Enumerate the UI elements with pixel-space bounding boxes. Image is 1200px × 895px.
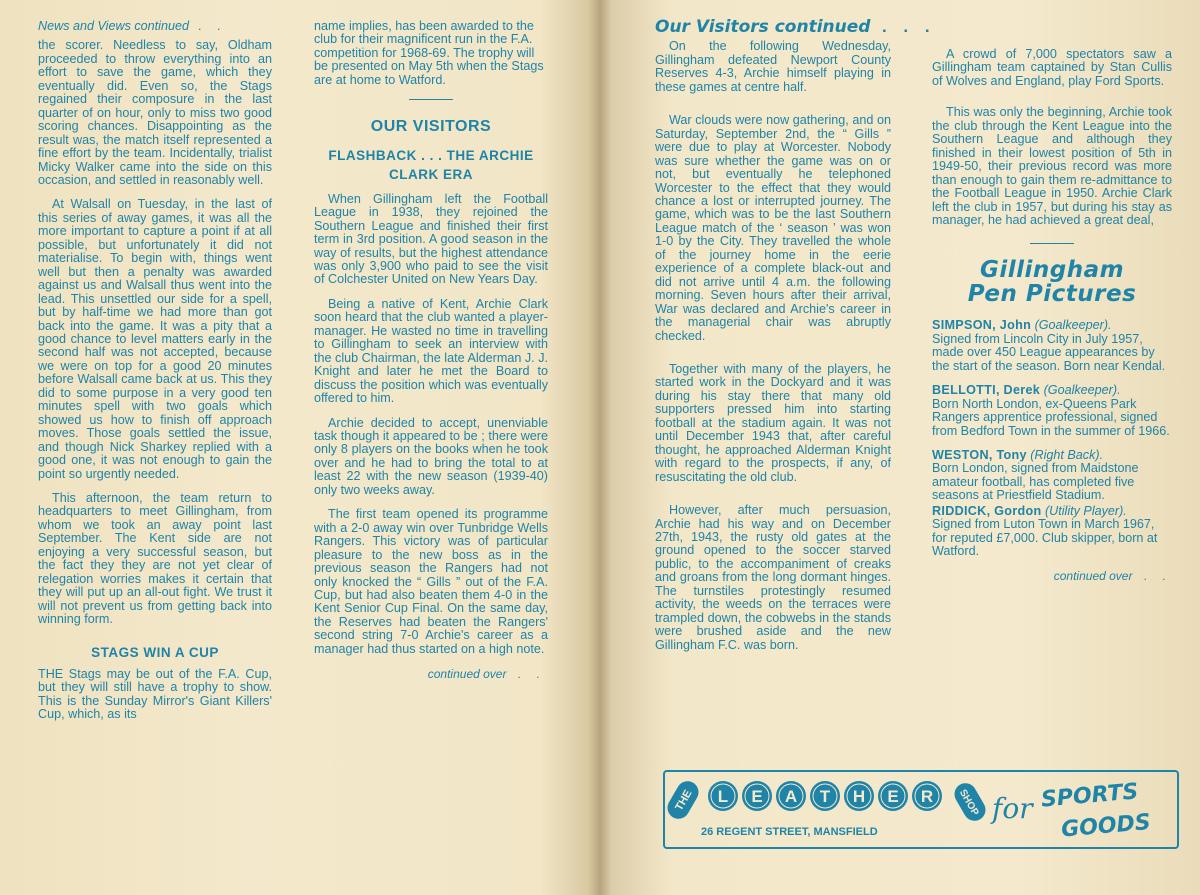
section-header: News and Views continued <box>38 19 189 33</box>
paragraph: the scorer. Needless to say, Oldham proceeded to throw everything into an effort to save the game, which they eventually did. Even so, the Stags regained their composure in the last quarter of on hour, only to miss two good scoring chances. Disappointing as the result was, the match itself represented a fine effort by the team. Incidentally, trialist Micky Walker came into the side on this occasion, and settled in reasonably well. <box>38 38 272 187</box>
player-position: (Goalkeeper). <box>1043 383 1121 398</box>
paragraph: Being a native of Kent, Archie Clark soon heard that the club wanted a player-manager. He wasted no time in travelling to Gillingham to seek an interview with the club Chairman, the late Alderman J. J. Knight and later he met the Board to discuss the position which was eventually offered to him. <box>314 296 548 406</box>
continued-dots: . . <box>1143 568 1172 583</box>
paragraph: A crowd of 7,000 spectators saw a Gillingham team captained by Stan Cullis of Wolves and England, play Ford Sports. <box>932 47 1172 88</box>
divider <box>409 99 453 100</box>
advert-the: THE <box>673 787 695 814</box>
leather-shop-advert <box>663 770 1179 849</box>
leather-letter: L <box>717 787 729 806</box>
leather-letters <box>708 781 942 811</box>
player-entry <box>932 449 1172 503</box>
leather-letter: T <box>819 787 831 806</box>
column-pen-pictures <box>932 48 1172 583</box>
header-dots: . . <box>198 19 227 33</box>
leather-letter: E <box>887 787 899 806</box>
flashback-heading: FLASHBACK . . . THE ARCHIE CLARK ERA <box>328 147 534 182</box>
paragraph: name implies, has been awarded to the club for their magnificent run in the F.A. competition for 1968-69. The trophy will be presented on May 5th when the Stags are at home to Watford. <box>314 19 544 87</box>
advert-shop: SHOP <box>956 787 981 818</box>
cup-heading: STAGS WIN A CUP <box>91 645 219 661</box>
leather-letter: A <box>784 787 798 806</box>
divider <box>1030 243 1074 244</box>
player-name: RIDDICK, Gordon <box>932 503 1042 518</box>
paragraph: This was only the beginning, Archie took the club through the Kent League into the Southern League and although they finished in their lowest position of 5th in 1949-50, their previous record was more than enough to gain them re-admittance to the Football League in 1950. Archie Clark left the club in 1957, but during his stay as manager, he had achieved a great deal, <box>932 105 1172 227</box>
leather-letter: R <box>920 787 934 806</box>
advert-goods: GOODS <box>1060 809 1152 843</box>
leather-letter: H <box>852 787 866 806</box>
paragraph: When Gillingham left the Football League in 1938, they rejoined the Southern League and finished their first term in 3rd position. A good season in the way of results, but the highest attendance was only 3,900 who paid to see the visit of Colchester United on New Years Day. <box>314 191 548 287</box>
player-position: (Utility Player). <box>1044 503 1127 518</box>
column-our-visitors <box>314 20 548 682</box>
advert-logo <box>665 772 1177 847</box>
player-bio: Signed from Lincoln City in July 1957, made over 450 League appearances by the start of the season. Born near Kendal. <box>932 331 1166 373</box>
paragraph: However, after much persuasion, Archie had his way and on December 27th, 1943, the rusty old gates at the ground opened to the soccer starved public, to the accompaniment of creaks and groans from the long dormant hinges. The turnstiles protestingly resumed activity, the weeds on the terraces were trampled down, the cobwebs in the stands were brushed aside and the new Gillingham F.C. was born. <box>655 503 891 652</box>
paragraph: At Walsall on Tuesday, in the last of this series of away games, it was all the more important to capture a point if at all possible, but unfortunately it did not materialise. To begin with, things went well but then a penalty was awarded against us and Walsall thus went into the lead. This unsettled our side for a spell, but by half-time we had more than got back into the game. It was a pity that a good chance to level matters early in the second half was not accepted, because we were on top for a good 20 minutes before Walsall came back at us. This they did to some purpose in a very good ten minutes spell with two goals which showed us how to finish off approach moves. Those goals settled the issue, and though Nick Sharkey replied with a good one, it was not enough to gain the point so urgently needed. <box>38 197 272 481</box>
player-bio: Born London, signed from Maidstone amateur football, has completed five seasons at Priestfield Stadium. <box>932 461 1139 503</box>
player-entry <box>932 384 1172 438</box>
pen-pictures-title-line2: Pen Pictures <box>967 280 1137 307</box>
paragraph: On the following Wednesday, Gillingham defeated Newport County Reserves 4-3, Archie himself playing in these games at centre half. <box>655 39 891 94</box>
paragraph: The first team opened its programme with a 2-0 away win over Tunbridge Wells Rangers. This victory was of particular pleasure to the new boss as in the previous season the Rangers had not only knocked the “ Gills ” out of the F.A. Cup, but had also beaten them 4-0 in the Kent Senior Cup Final. On the same day, the Reserves had beaten the Rangers' second string 7-0 Archie's career as a manager had thus started on a high note. <box>314 507 548 656</box>
player-entry <box>932 505 1172 559</box>
leather-letter: E <box>751 787 763 806</box>
advert-address: 26 REGENT STREET, MANSFIELD <box>701 826 878 838</box>
visitors-heading: OUR VISITORS <box>370 118 492 136</box>
paragraph: This afternoon, the team return to headquarters to meet Gillingham, from whom we took an away point last September. The Kent side are not enjoying a very successful season, but the fact they they are not yet clear of relegation worries makes it certain that they will put up an all-out fight. We trust it will not prevent us from getting back into winning form. <box>38 490 272 627</box>
advert-for: for <box>992 792 1033 825</box>
player-name: SIMPSON, John <box>932 318 1032 333</box>
player-entry <box>932 319 1172 373</box>
player-bio: Signed from Luton Town in March 1967, for reputed £7,000. Club skipper, born at Watford. <box>932 517 1158 559</box>
player-position: (Goalkeeper). <box>1034 318 1112 333</box>
paragraph: Archie decided to accept, unenviable task though it appeared to be ; there were only 8 players on the books when he took over and he had to bring the total to at least 22 with the new season (1939-40) only two weeks away. <box>314 415 548 497</box>
player-name: BELLOTTI, Derek <box>932 383 1041 398</box>
column-visitors-continued <box>655 17 936 663</box>
column-news-and-views <box>38 20 272 733</box>
paragraph: Together with many of the players, he started work in the Dockyard and it was during his stay there that many old supporters pressed him into starting football at the stadium again. It was not until December 1943 that, after careful thought, he approached Alderman Knight with regard to the prospects, if any, of resuscitating the old club. <box>655 361 891 484</box>
pen-pictures-title-line1: Gillingham <box>979 257 1125 284</box>
advert-sports: SPORTS <box>1040 779 1140 813</box>
section-header: Our Visitors continued <box>655 17 871 37</box>
player-name: WESTON, Tony <box>932 447 1027 462</box>
continued-over: continued over <box>1053 568 1133 583</box>
header-dots: . . . <box>881 17 936 36</box>
paragraph: THE Stags may be out of the F.A. Cup, but they will still have a trophy to show. This is the Sunday Mirror's Giant Killers' Cup, which, as its <box>38 666 272 722</box>
continued-dots: . . <box>517 667 546 682</box>
continued-over: continued over <box>427 667 507 682</box>
player-position: (Right Back). <box>1030 447 1104 462</box>
player-bio: Born North London, ex-Queens Park Rangers apprentice professional, signed from Bedford Town in the summer of 1966. <box>932 396 1170 438</box>
paragraph: War clouds were now gathering, and on Saturday, September 2nd, the “ Gills ” were due to play at Worcester. Nobody was sure whether the game was on or not, but eventually he telephoned Worcester to the effect that they would chance a lost or interrupted journey. The game, which was to be the last Southern League match of the ‘ season ’ was won 1-0 by the City. They travelled the whole of the journey home in the eerie experience of a complete black-out and did not arrive until 4 a.m. the following morning. Seven hours after their arrival, War was declared and Archie's career in the managerial chair was abruptly checked. <box>655 113 891 343</box>
